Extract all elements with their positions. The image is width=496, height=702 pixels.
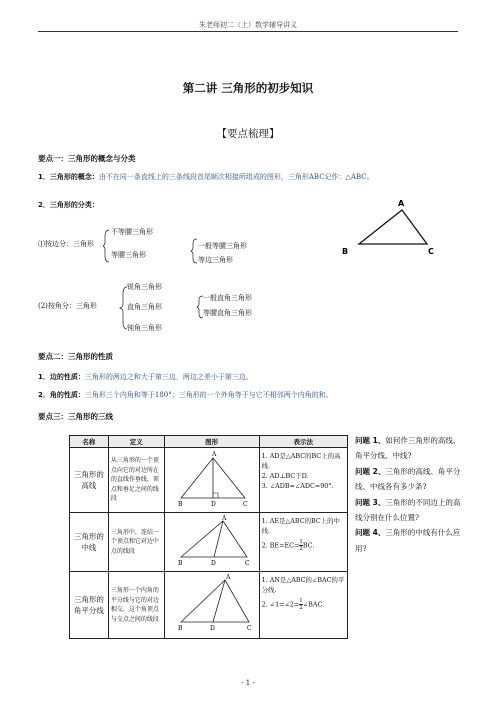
section-title: 【要点梳理】	[216, 128, 280, 140]
point2-item2-label: 2．角的性质：	[38, 391, 85, 399]
question-1-text: 如何作三角形的高线、角平分线、中线?	[355, 436, 461, 461]
bisector-frac-den: 2	[299, 605, 303, 611]
right-item: 直角三角形	[127, 303, 162, 311]
general-right-item: 一般直角三角形	[203, 294, 252, 302]
altitude-notation-1: 1. AD是△ABC的BC上的高线.	[261, 452, 341, 470]
col-header-notation: 表示法	[259, 436, 347, 448]
bisector-name: 三角形的角平分线	[70, 572, 109, 639]
median-definition: 三角形中，连结一个顶点和它对边中点的线段	[108, 513, 164, 572]
question-4-text: 三角形的中线有什么应用?	[355, 528, 461, 553]
altitude-notation-2: 2. AD⊥BC于D.	[261, 472, 309, 480]
triangle-abc-figure	[340, 196, 455, 258]
page-number: - 1 -	[241, 679, 255, 687]
altitude-label-b: B	[177, 501, 183, 508]
question-2	[355, 464, 465, 495]
median-label-a: A	[221, 515, 226, 522]
median-frac-num: 1	[299, 539, 303, 545]
table-row-altitude	[70, 448, 348, 513]
median-figure	[165, 513, 259, 567]
altitude-notation	[259, 448, 347, 513]
bisector-figure	[165, 572, 259, 634]
point1-heading: 要点一：三角形的概念与分类	[38, 154, 136, 163]
vertex-a-label: A	[398, 199, 405, 208]
questions-panel	[355, 433, 465, 556]
point1-item1	[38, 171, 443, 183]
table-row-median	[70, 513, 348, 572]
question-2-label: 问题 2、	[355, 466, 386, 476]
median-frac-den: 2	[299, 546, 303, 552]
question-4	[355, 525, 465, 556]
isosceles-right-item: 等腰直角三角形	[203, 309, 252, 317]
median-notation	[259, 513, 347, 572]
triangle-abc-shape	[359, 210, 427, 244]
obtuse-item: 钝角三角形	[127, 324, 162, 332]
question-3-label: 问题 3、	[355, 497, 386, 507]
general-isosceles-item: 一般等腰三角形	[198, 242, 247, 250]
bisector-notation	[259, 572, 347, 639]
by-side-label: ⑴按边分：三角形	[38, 240, 94, 248]
point1-item2-label: 2．三角形的分类：	[38, 201, 99, 209]
question-2-text: 三角形的高线、角平分线、中线各有多少条?	[355, 466, 461, 492]
median-notation-2	[262, 539, 345, 552]
median-label-c: C	[244, 560, 250, 567]
median-notation-1: 1. AE是△ABC的BC上的中线.	[261, 517, 340, 535]
altitude-label-c: C	[242, 501, 248, 508]
bisector-label-d: D	[209, 625, 215, 632]
altitude-label-a: A	[211, 451, 216, 458]
altitude-figure	[165, 448, 259, 508]
question-1	[355, 433, 465, 464]
scalene-item: 不等腰三角形	[111, 228, 153, 236]
vertex-c-label: C	[428, 247, 434, 256]
median-figure-cell	[164, 513, 259, 572]
question-4-label: 问题 4、	[355, 528, 386, 538]
point3-heading: 要点三：三角形的三线	[38, 412, 113, 421]
question-3	[355, 495, 465, 526]
bisector-notation-tail: ∠BAC.	[302, 600, 325, 609]
point2-item2	[38, 389, 458, 401]
median-label-b: B	[177, 560, 183, 567]
isosceles-item: 等腰三角形	[111, 251, 146, 259]
point1-item1-label: 1．三角形的概念：	[38, 173, 99, 181]
col-header-definition: 定义	[108, 436, 164, 448]
point2-item1-text: 三角形的两边之和大于第三边，两边之差小于第三边。	[84, 373, 253, 381]
bisector-figure-cell	[164, 572, 259, 639]
median-notation-tail: BC.	[302, 541, 315, 550]
question-1-label: 问题 1、	[355, 436, 386, 445]
three-lines-table	[69, 435, 348, 639]
median-label-d: D	[210, 560, 216, 567]
point1-item1-text: 由不在同一条直线上的三条线段首尾顺次相接所组成的图形，三角形ABC记作：△ABC。	[98, 173, 374, 181]
vertex-b-label: B	[342, 247, 349, 256]
altitude-figure-cell	[164, 448, 259, 513]
point2-heading: 要点二：三角形的性质	[38, 352, 113, 361]
bisector-definition: 三角形一个内角的平分线与它的对边相交，这个角顶点与交点之间的线段	[108, 572, 164, 639]
bisector-label-b: B	[177, 625, 183, 632]
altitude-definition: 从三角形的一个顶点向它的对边所在的直线作垂线，顶点和垂足之间的线段	[108, 448, 164, 513]
equilateral-item: 等边三角形	[198, 256, 233, 264]
point2-item2-text: 三角形三个内角和等于180°；三角形的一个外角等于与它不相邻两个内角的和。	[84, 391, 333, 399]
col-header-name: 名称	[70, 436, 109, 448]
altitude-label-d: D	[210, 501, 216, 508]
col-header-figure: 图形	[164, 436, 259, 448]
by-angle-label: (2)按角分：三角形	[38, 302, 97, 310]
table-header-row	[70, 436, 348, 448]
acute-item: 锐角三角形	[127, 283, 162, 291]
question-3-text: 三角形的不同边上的高线分别在什么位置?	[355, 497, 461, 523]
bisector-notation-1: 1. AN是△ABC的∠BAC的平分线.	[261, 576, 345, 594]
altitude-notation-3: 3. ∠ADB=∠ADC=90°.	[261, 482, 334, 490]
bisector-label-c: C	[246, 625, 252, 632]
point2-item1-label: 1．边的性质：	[38, 373, 85, 381]
median-name: 三角形的中线	[70, 513, 109, 572]
point2-item1	[38, 371, 253, 383]
median-notation-eq: 2. BE=EC=	[261, 541, 300, 550]
bisector-label-a: A	[225, 574, 230, 581]
page-header: 朱老师初二（上）数学辅导讲义	[199, 21, 297, 29]
header-rule	[38, 31, 458, 32]
bisector-frac-num: 1	[299, 598, 303, 604]
altitude-name: 三角形的高线	[70, 448, 109, 513]
bisector-notation-eq: 2. ∠1=∠2=	[261, 600, 300, 609]
lesson-title: 第二讲 三角形的初步知识	[182, 81, 314, 95]
table-row-bisector	[70, 572, 348, 639]
bisector-notation-2	[262, 598, 345, 611]
